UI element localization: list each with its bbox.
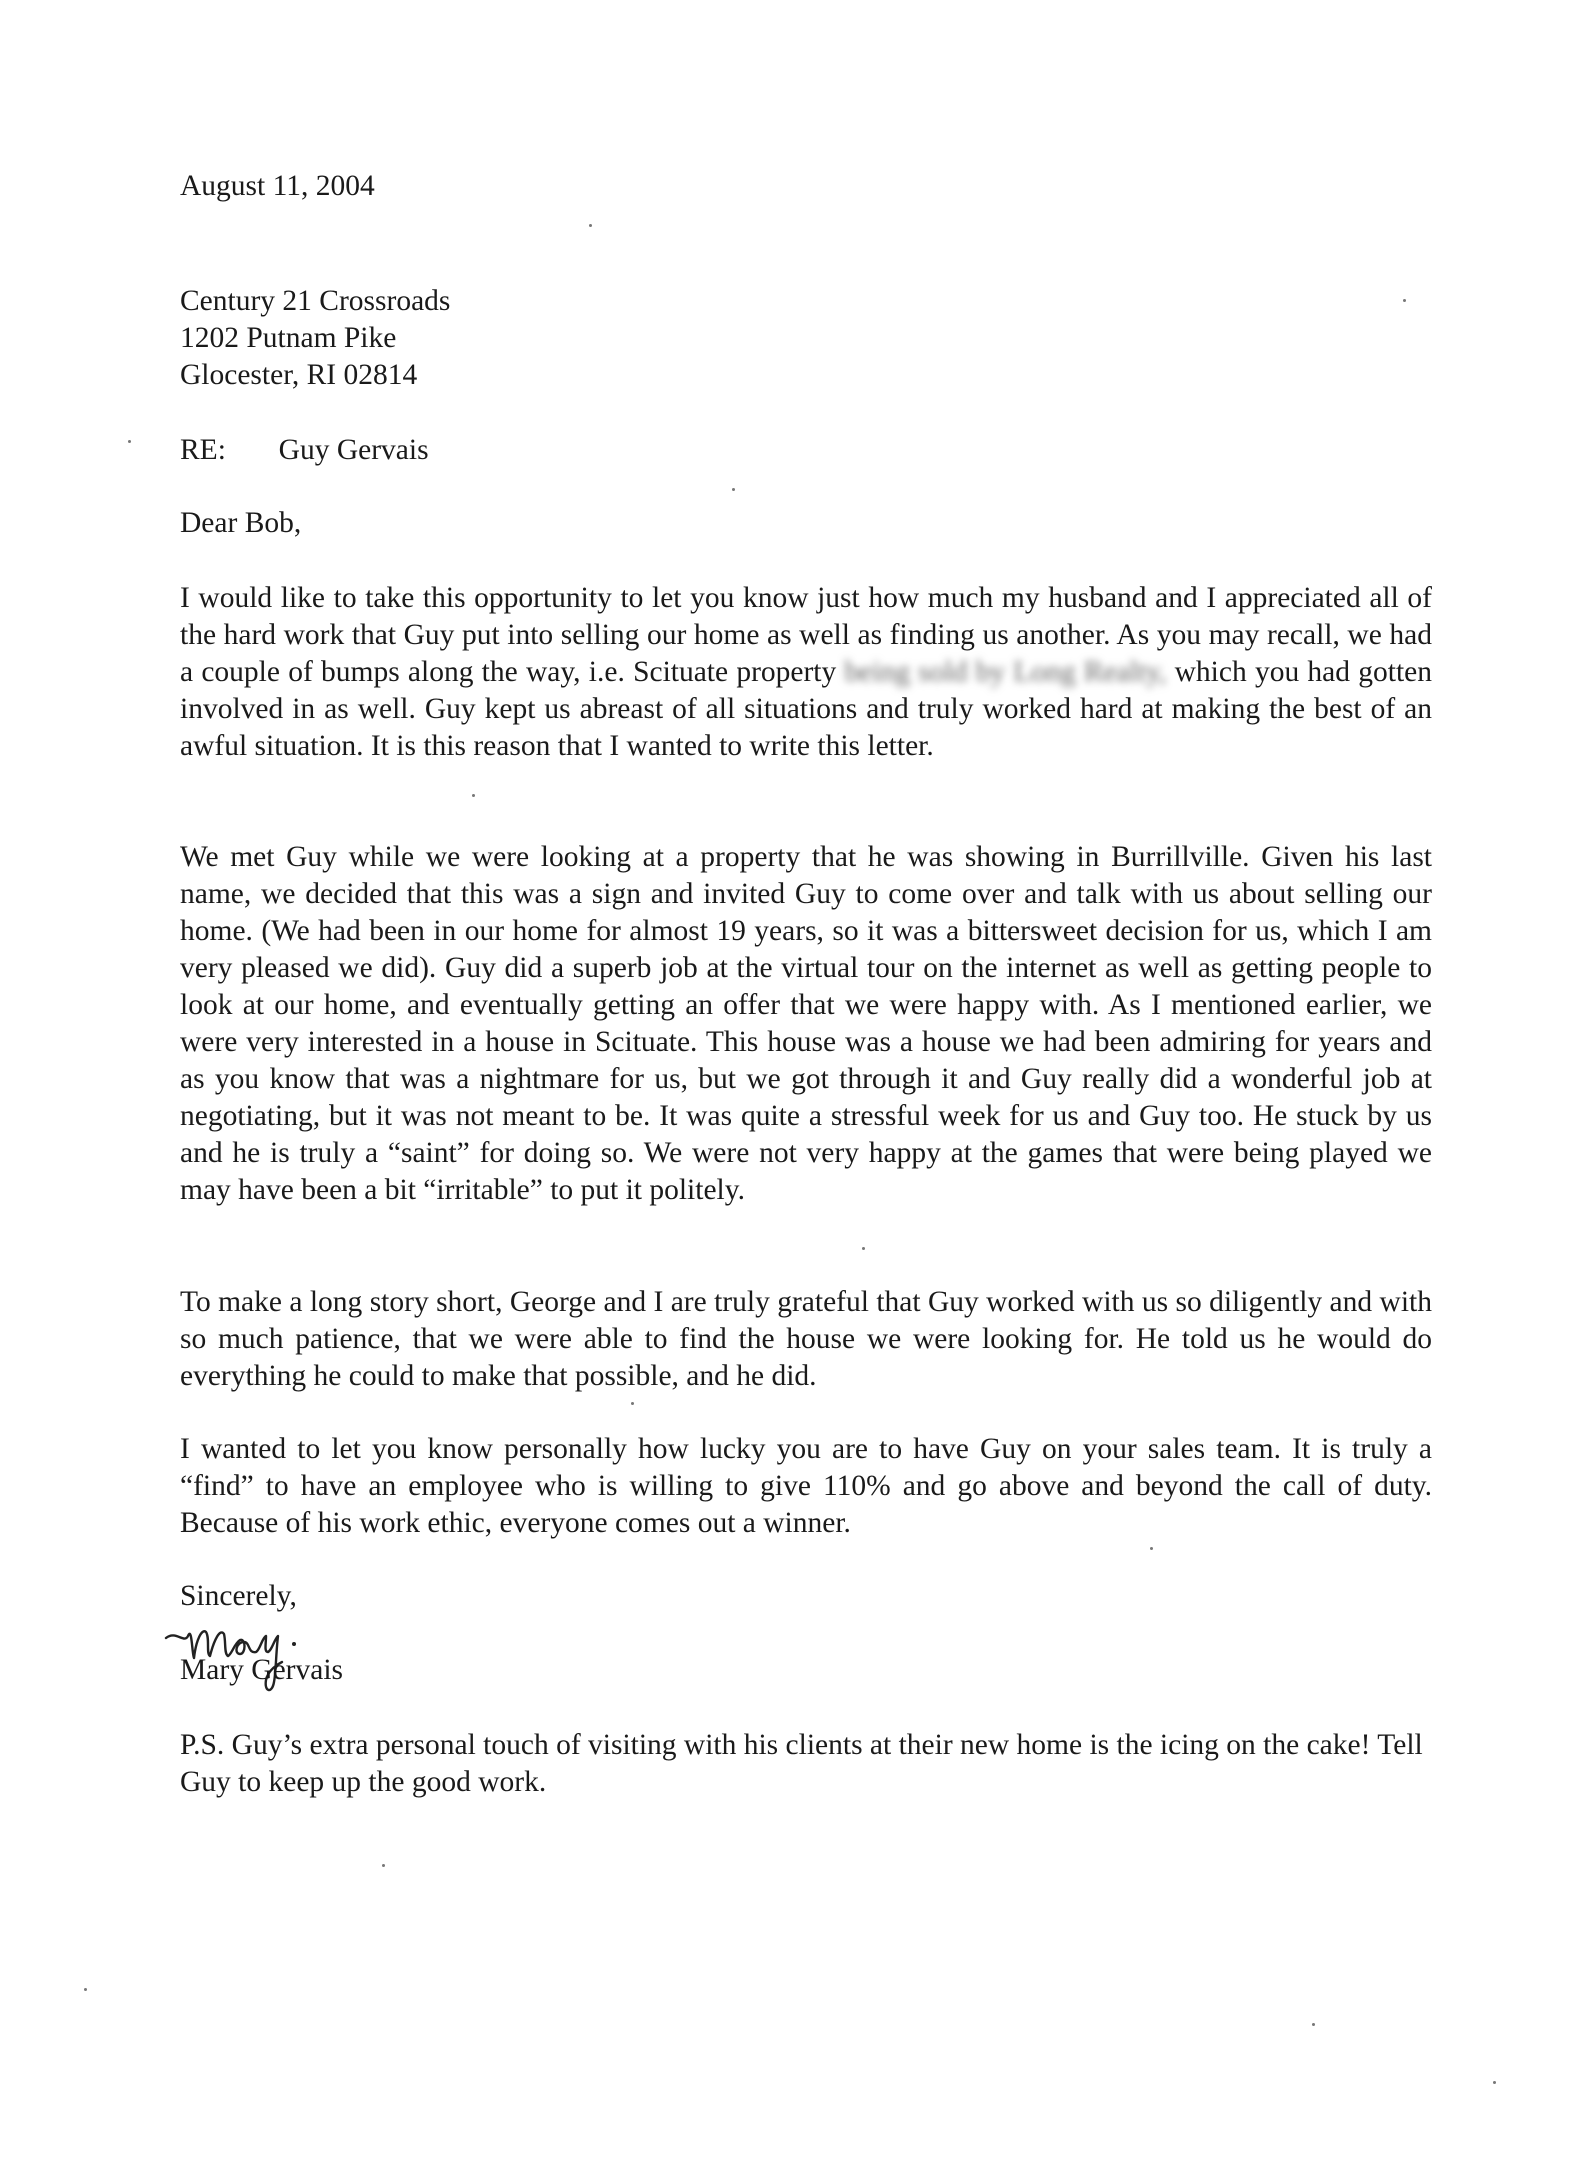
- address-line: 1202 Putnam Pike: [180, 322, 397, 354]
- scan-speck: [84, 1988, 87, 1991]
- scan-speck: [1150, 1547, 1153, 1550]
- paragraph-2: We met Guy while we were looking at a property that he was showing in Burrillville. Given his last name, we decided that this was a sign and invited Guy to come over and talk with us about selling our home. (We had been in our home for almost 19 years, so it was a bittersweet decision for us, which I am very pleased we did). Guy did a superb job at the virtual tour on the internet as well as getting people to look at our home, and eventually getting an offer that we were happy with. As I mentioned earlier, we were very interested in a house in Scituate. This house was a house we had been admiring for years and as you know that was a nightmare for us, but we got through it and Guy really did a wonderful job at negotiating, but it was not meant to be. It was quite a stressful week for us and Guy too. He stuck by us and he is truly a “saint” for doing so. We were not very happy at the games that were being played we may have been a bit “irritable” to put it politely.: [180, 841, 1432, 1206]
- paragraph-1-text-a: I would like to take this opportunity to let you know just how much my husband and I appreciated all of the hard work that Guy put into selling our home as well as finding us another. As you may recall, we had a couple of bumps along the way, i.e. Scituate property: [180, 582, 1432, 688]
- scan-speck: [732, 488, 735, 491]
- paragraph-4: I wanted to let you know personally how lucky you are to have Guy on your sales team. It is truly a “find” to have an employee who is willing to give 110% and go above and beyond the call of duty. Because of his work ethic, everyone comes out a winner.: [180, 1433, 1432, 1539]
- letter-date: August 11, 2004: [180, 170, 375, 202]
- scan-speck: [472, 794, 475, 797]
- scan-speck: [862, 1247, 865, 1250]
- closing: Sincerely,: [180, 1580, 297, 1612]
- paragraph-1-text-b: which you had gotten involved in as well. Guy kept us abreast of all situations and truly worked hard at making the best of an awful situation. It is this reason that I wanted to write this letter.: [180, 656, 1432, 762]
- scan-speck: [1312, 2023, 1315, 2026]
- scan-speck: [1493, 2081, 1496, 2084]
- recipient-address: [180, 283, 1432, 394]
- address-line: Century 21 Crossroads: [180, 285, 451, 317]
- address-line: Glocester, RI 02814: [180, 359, 418, 391]
- re-subject: Guy Gervais: [278, 434, 429, 466]
- redacted-text: being sold by Long Realty,: [844, 656, 1167, 688]
- re-label: RE:: [180, 434, 226, 466]
- scan-speck: [589, 224, 592, 227]
- scan-speck: [1403, 299, 1406, 302]
- reference-line: [180, 432, 1432, 469]
- signer-name: Mary Gervais: [180, 1654, 344, 1686]
- scan-speck: [128, 440, 131, 443]
- scan-speck: [382, 1864, 385, 1867]
- postscript: P.S. Guy’s extra personal touch of visiting with his clients at their new home is the icing on the cake! Tell Guy to keep up the good work.: [180, 1729, 1423, 1798]
- scan-speck: [631, 1402, 634, 1405]
- paragraph-1: [180, 580, 1432, 765]
- paragraph-3: To make a long story short, George and I are truly grateful that Guy worked with us so diligently and with so much patience, that we were able to find the house we were looking for. He told us he would do everything he could to make that possible, and he did.: [180, 1286, 1432, 1392]
- salutation: Dear Bob,: [180, 507, 302, 539]
